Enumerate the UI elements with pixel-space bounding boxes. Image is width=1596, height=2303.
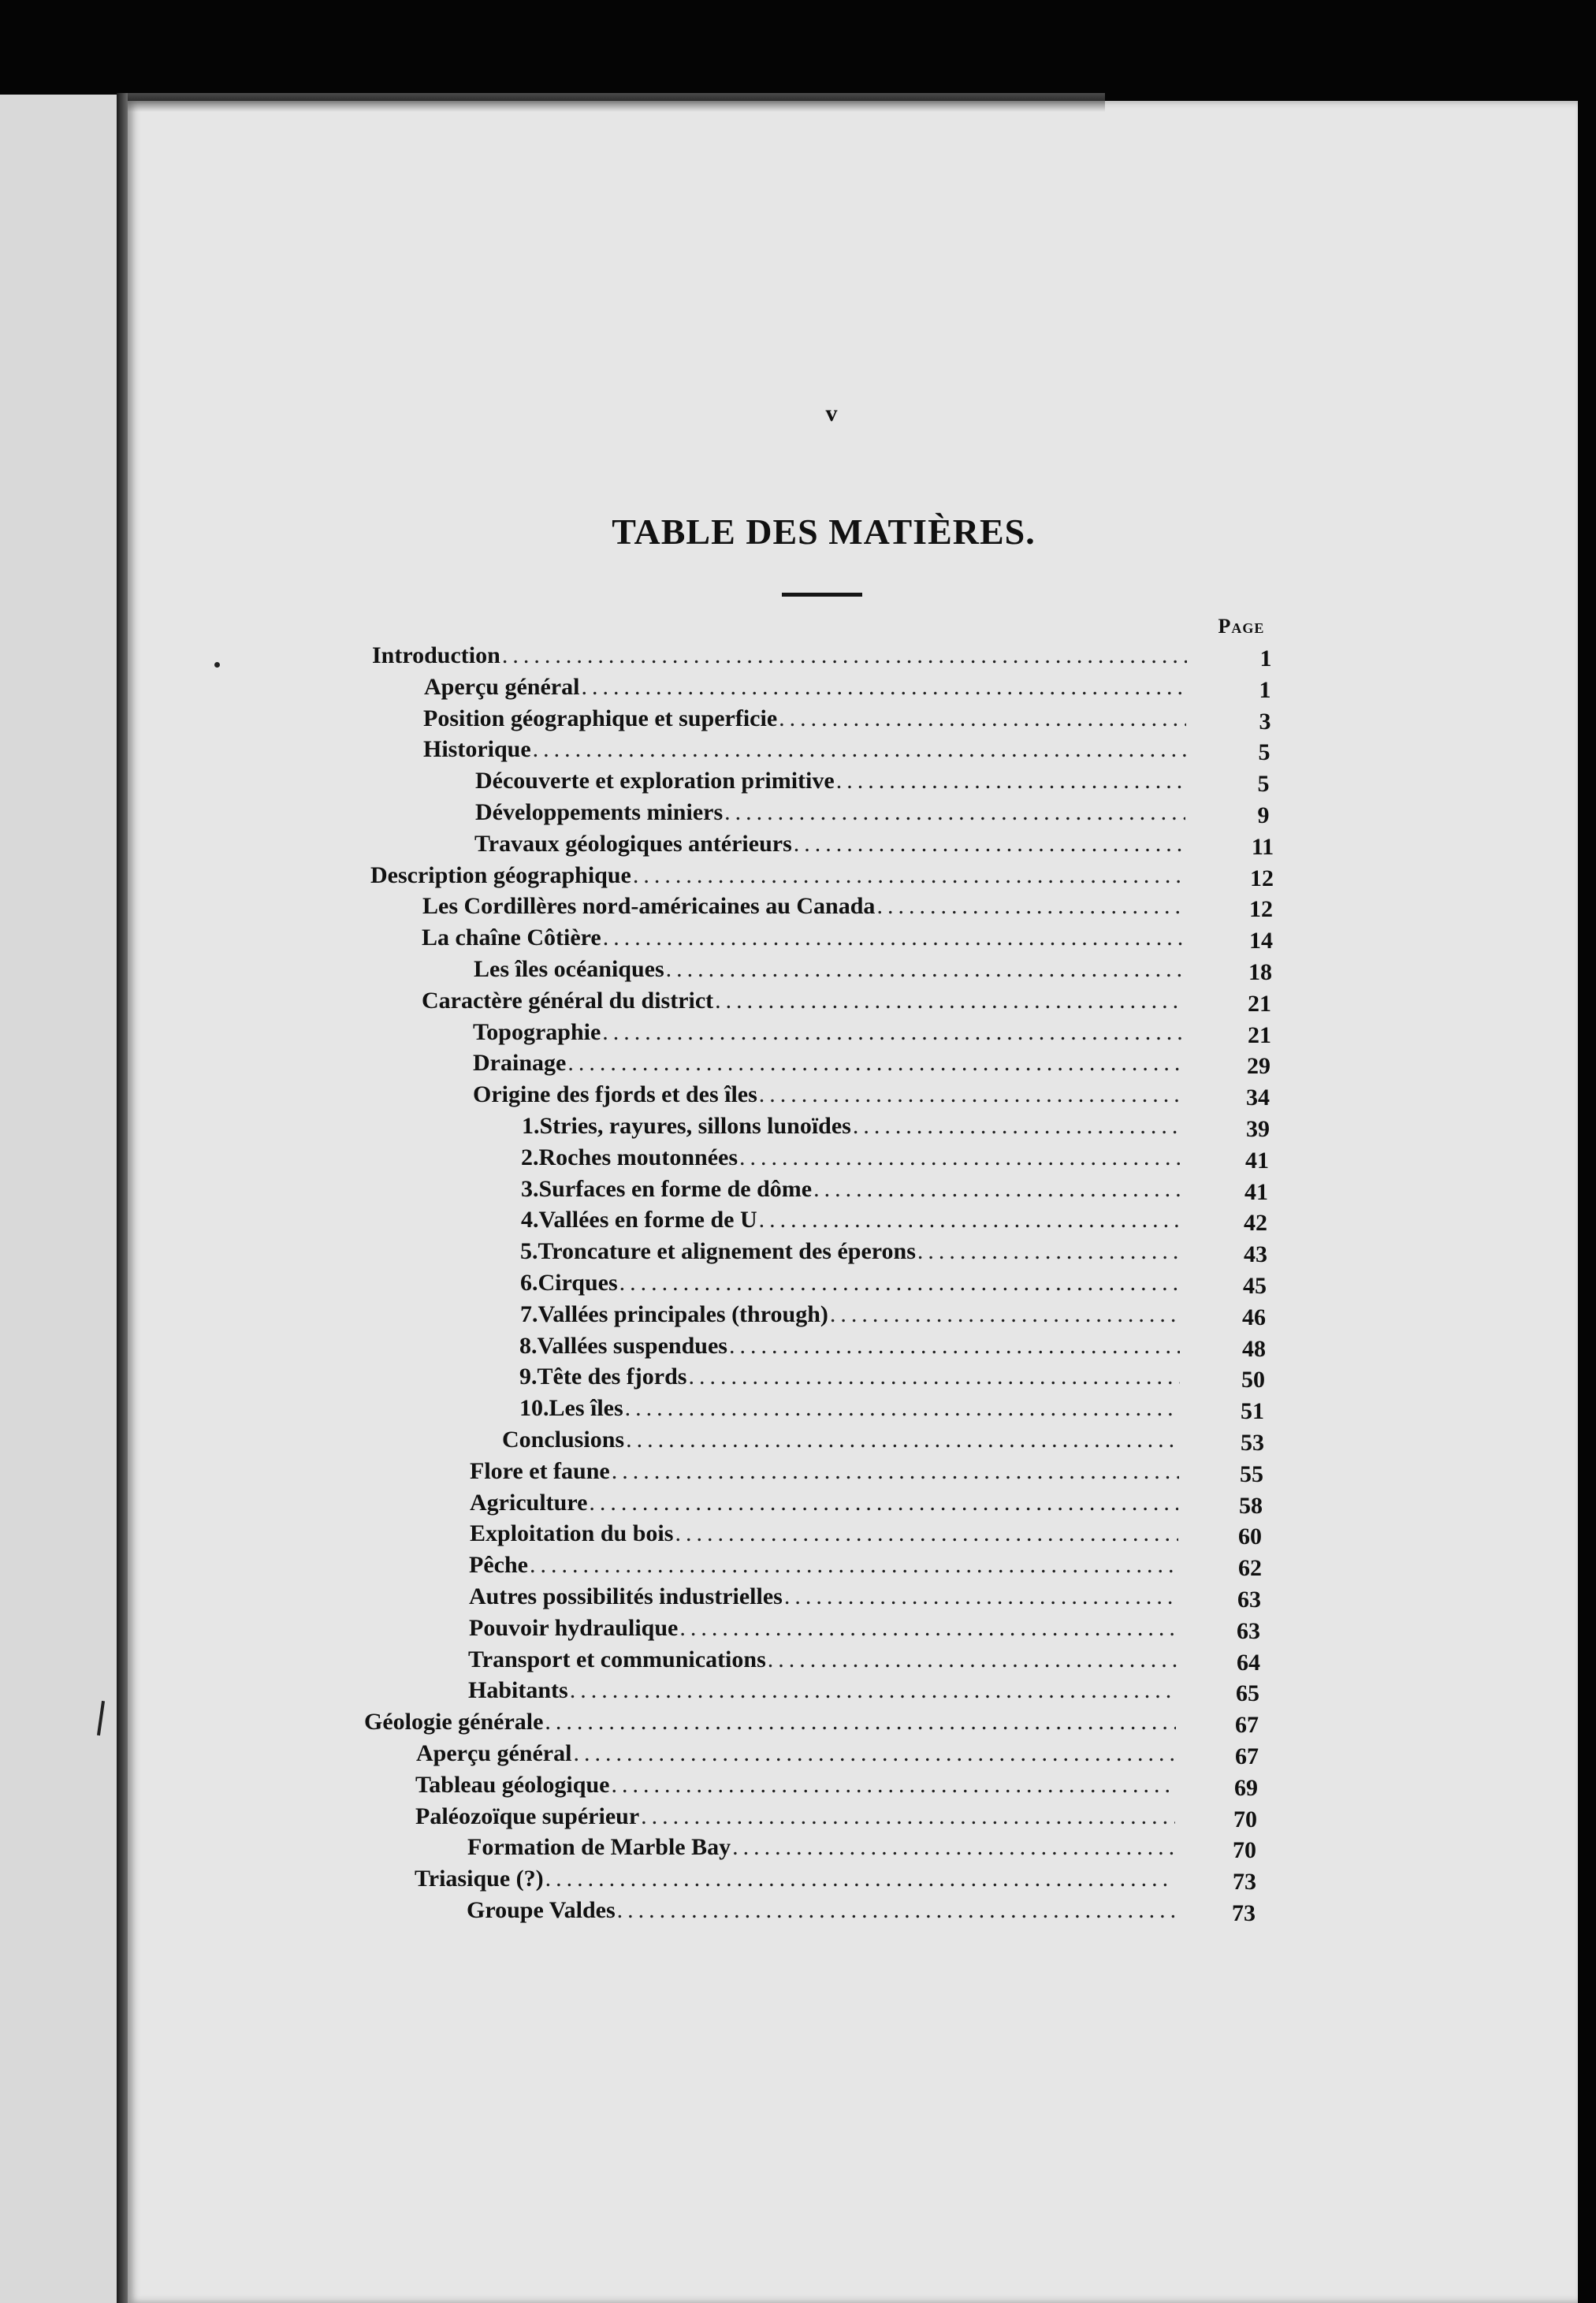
toc-entry xyxy=(521,1204,1185,1236)
toc-entry-page: 64 xyxy=(1237,1649,1260,1676)
toc-entry xyxy=(474,954,1187,985)
toc-entry-label: Stries, rayures, sillons lunoïdes xyxy=(539,1113,851,1139)
toc-entry xyxy=(473,1079,1185,1111)
toc-entry-number: 7. xyxy=(520,1300,538,1327)
toc-entry-label: Habitants xyxy=(468,1677,568,1704)
toc-entry xyxy=(469,1581,1181,1613)
toc-entry xyxy=(467,1832,1178,1863)
toc-entry-page: 58 xyxy=(1239,1492,1263,1519)
toc-entry xyxy=(470,1518,1181,1550)
toc-entry-page: 39 xyxy=(1246,1116,1270,1142)
toc-entry-label: Vallées en forme de U xyxy=(538,1207,757,1233)
toc-entry xyxy=(415,1863,1177,1895)
toc-entry-page: 67 xyxy=(1235,1743,1259,1769)
toc-entry-label: Exploitation du bois xyxy=(470,1520,674,1547)
toc-entry-page: 12 xyxy=(1250,865,1274,891)
toc-entry-page: 55 xyxy=(1240,1460,1263,1487)
toc-entry-label: Conclusions xyxy=(502,1427,625,1453)
dot-leader xyxy=(853,1111,1182,1142)
dot-leader xyxy=(729,1330,1180,1362)
toc-entry-number: 3. xyxy=(521,1175,539,1202)
toc-entry-label: Vallées principales (through) xyxy=(538,1300,828,1327)
toc-entry xyxy=(519,1361,1183,1393)
toc-entry-page: 50 xyxy=(1241,1367,1265,1393)
toc-entry-number: 6. xyxy=(520,1270,538,1296)
page-column-header: Page xyxy=(1218,615,1265,638)
toc-entry-number: 4. xyxy=(521,1207,539,1233)
toc-entry-label: Vallées suspendues xyxy=(537,1332,727,1359)
dot-leader xyxy=(876,891,1185,922)
dot-leader xyxy=(533,734,1186,765)
toc-entry-number: 8. xyxy=(519,1332,538,1359)
dot-leader xyxy=(626,1424,1179,1456)
toc-entry-page: 51 xyxy=(1241,1398,1264,1425)
toc-entry-page: 9 xyxy=(1257,802,1270,828)
toc-entry xyxy=(415,1801,1178,1832)
toc-entry xyxy=(521,1142,1185,1174)
toc-entry-page: 73 xyxy=(1233,1869,1256,1896)
dot-leader xyxy=(619,1267,1181,1299)
toc-entry-label: Historique xyxy=(423,736,531,763)
toc-entry xyxy=(470,1456,1182,1487)
toc-entry-label: Flore et faune xyxy=(470,1457,610,1484)
dot-leader xyxy=(573,1738,1176,1769)
toc-entry-page: 41 xyxy=(1245,1147,1269,1174)
toc-entry-label: Aperçu général xyxy=(424,673,580,700)
dot-leader xyxy=(567,1047,1183,1079)
toc-entry xyxy=(423,734,1189,765)
toc-entry-number: 2. xyxy=(521,1144,539,1170)
toc-entry-page: 21 xyxy=(1248,990,1271,1017)
toc-entry-page: 48 xyxy=(1242,1335,1266,1362)
toc-entry-number: 10. xyxy=(519,1395,549,1422)
dot-leader xyxy=(732,1832,1175,1863)
toc-entry xyxy=(424,672,1190,703)
toc-entry-label: Aperçu général xyxy=(416,1740,572,1766)
toc-entry-label: Pêche xyxy=(469,1552,528,1579)
dot-leader xyxy=(794,828,1185,860)
toc-entry-label: Transport et communications xyxy=(468,1646,766,1672)
toc-entry xyxy=(469,1613,1181,1644)
toc-entry xyxy=(364,1706,1179,1738)
toc-entry-label: Cirques xyxy=(538,1270,618,1296)
toc-entry-page: 60 xyxy=(1238,1524,1262,1550)
toc-entry xyxy=(519,1393,1182,1424)
dot-leader xyxy=(633,860,1185,891)
toc-entry-label: La chaîne Côtière xyxy=(422,925,601,951)
toc-entry xyxy=(423,703,1189,735)
toc-entry-page: 34 xyxy=(1246,1085,1270,1111)
toc-entry xyxy=(473,1047,1186,1079)
toc-entry-label: Topographie xyxy=(473,1018,601,1045)
toc-entry-label: Développements miniers xyxy=(475,799,724,825)
toc-entry-page: 18 xyxy=(1248,959,1272,985)
toc-entry-label: Paléozoïque supérieur xyxy=(415,1803,640,1829)
dot-leader xyxy=(611,1769,1176,1801)
toc-entry-label: Géologie générale xyxy=(364,1709,544,1736)
dot-leader xyxy=(502,640,1187,672)
toc-entry xyxy=(520,1299,1184,1330)
toc-entry xyxy=(520,1267,1184,1299)
toc-entry-label: Troncature et alignement des éperons xyxy=(538,1238,916,1265)
dot-leader xyxy=(779,703,1186,735)
toc-entry-number: 1. xyxy=(522,1113,540,1139)
toc-entry xyxy=(470,1487,1181,1519)
page-title: TABLE DES MATIÈRES. xyxy=(612,512,1036,552)
toc-entry-page: 73 xyxy=(1232,1900,1256,1926)
toc-entry-label: Roches moutonnées xyxy=(538,1144,738,1170)
toc-entry xyxy=(522,1111,1185,1142)
toc-entry xyxy=(416,1738,1179,1769)
dot-leader xyxy=(830,1299,1181,1330)
dot-leader xyxy=(530,1550,1177,1581)
toc-entry xyxy=(422,891,1188,922)
toc-entry xyxy=(475,797,1189,828)
toc-entry-label: Les Cordillères nord-américaines au Canada xyxy=(422,893,876,920)
toc-entry-label: Les îles océaniques xyxy=(474,956,664,982)
toc-entry-page: 42 xyxy=(1244,1210,1267,1237)
toc-entry-label: Autres possibilités industrielles xyxy=(469,1583,783,1609)
toc-entry-page: 46 xyxy=(1242,1304,1266,1330)
toc-entry xyxy=(520,1236,1184,1267)
toc-entry-label: Tête des fjords xyxy=(537,1364,687,1390)
toc-entry-page: 63 xyxy=(1237,1617,1260,1644)
dot-leader xyxy=(589,1487,1178,1519)
toc-entry-label: Origine des fjords et des îles xyxy=(473,1081,757,1108)
dot-leader xyxy=(570,1675,1177,1706)
toc-entry xyxy=(473,1017,1186,1048)
toc-entry-label: Caractère général du district xyxy=(422,987,714,1014)
dot-leader xyxy=(545,1863,1174,1895)
toc-entry xyxy=(422,985,1187,1017)
dot-leader xyxy=(917,1236,1181,1267)
dot-leader xyxy=(545,1706,1176,1738)
toc-entry-label: Triasique (?) xyxy=(415,1866,544,1892)
dot-leader xyxy=(768,1644,1177,1676)
dot-leader xyxy=(617,1895,1174,1926)
toc-entry-label: Les îles xyxy=(549,1395,623,1422)
dot-leader xyxy=(836,765,1185,797)
toc-entry-page: 12 xyxy=(1249,896,1273,923)
toc-entry-label: Description géographique xyxy=(370,861,631,888)
toc-entry-page: 70 xyxy=(1233,1837,1256,1864)
dot-leader xyxy=(813,1174,1181,1205)
toc-entry-page: 14 xyxy=(1249,928,1273,954)
dot-leader xyxy=(603,922,1184,954)
toc-entry xyxy=(468,1644,1180,1676)
toc-entry-page: 29 xyxy=(1247,1053,1270,1080)
toc-entry-page: 5 xyxy=(1258,739,1270,766)
toc-entry-label: Pouvoir hydraulique xyxy=(469,1614,679,1641)
toc-entry-page: 67 xyxy=(1235,1712,1259,1739)
dot-leader xyxy=(641,1801,1175,1832)
toc-entry-page: 70 xyxy=(1233,1806,1257,1832)
toc-entry-label: Découverte et exploration primitive xyxy=(475,768,835,794)
toc-entry xyxy=(519,1330,1183,1362)
toc-entry xyxy=(467,1895,1177,1926)
toc-entry-page: 41 xyxy=(1244,1178,1268,1205)
toc-entry xyxy=(422,922,1187,954)
dot-leader xyxy=(679,1613,1177,1644)
toc-entry-page: 21 xyxy=(1248,1021,1271,1048)
toc-entry xyxy=(372,640,1190,672)
dot-leader xyxy=(612,1456,1179,1487)
toc-entry-number: 9. xyxy=(519,1364,538,1390)
dot-leader xyxy=(784,1581,1177,1613)
dot-leader xyxy=(602,1017,1183,1048)
toc-entry-page: 63 xyxy=(1237,1587,1261,1613)
dot-leader xyxy=(675,1518,1178,1550)
toc-entry-page: 53 xyxy=(1241,1430,1264,1456)
toc-entry xyxy=(475,765,1189,797)
dot-leader xyxy=(759,1204,1181,1236)
toc-entry-label: Surfaces en forme de dôme xyxy=(538,1175,813,1202)
toc-entry-label: Introduction xyxy=(372,642,500,668)
toc-entry xyxy=(469,1550,1181,1581)
page-number: v xyxy=(825,400,838,426)
toc-entry-page: 3 xyxy=(1259,708,1271,735)
toc-entry-page: 65 xyxy=(1236,1680,1259,1707)
toc-entry-label: Travaux géologiques antérieurs xyxy=(474,830,792,857)
toc-entry xyxy=(468,1675,1180,1706)
toc-entry xyxy=(415,1769,1179,1801)
toc-entry-page: 62 xyxy=(1238,1555,1262,1582)
toc-entry-page: 69 xyxy=(1234,1774,1258,1801)
toc-entry-label: Formation de Marble Bay xyxy=(467,1834,731,1861)
toc-entry-page: 1 xyxy=(1259,676,1271,703)
toc-entry-page: 5 xyxy=(1257,771,1270,798)
dot-leader xyxy=(688,1361,1180,1393)
toc-entry-label: Drainage xyxy=(473,1050,567,1077)
toc-entry-page: 11 xyxy=(1251,833,1274,860)
toc-entry xyxy=(521,1174,1185,1205)
toc-entry-number: 5. xyxy=(520,1238,538,1265)
toc-entry-label: Groupe Valdes xyxy=(467,1897,616,1923)
dot-leader xyxy=(581,672,1187,703)
toc-entry-page: 1 xyxy=(1259,646,1272,672)
toc-entry xyxy=(370,860,1188,891)
toc-entry-page: 43 xyxy=(1244,1241,1267,1268)
toc-entry-label: Agriculture xyxy=(470,1489,588,1516)
toc-entry xyxy=(502,1424,1182,1456)
toc-entry-label: Position géographique et superficie xyxy=(423,705,778,731)
dot-leader xyxy=(759,1079,1182,1111)
toc-entry xyxy=(474,828,1189,860)
dot-leader xyxy=(739,1142,1182,1174)
dot-leader xyxy=(715,985,1184,1017)
dot-leader xyxy=(625,1393,1179,1424)
toc-entry-page: 45 xyxy=(1243,1273,1267,1299)
dot-leader xyxy=(724,797,1185,828)
dot-leader xyxy=(666,954,1184,985)
toc-entry-label: Tableau géologique xyxy=(415,1771,610,1798)
